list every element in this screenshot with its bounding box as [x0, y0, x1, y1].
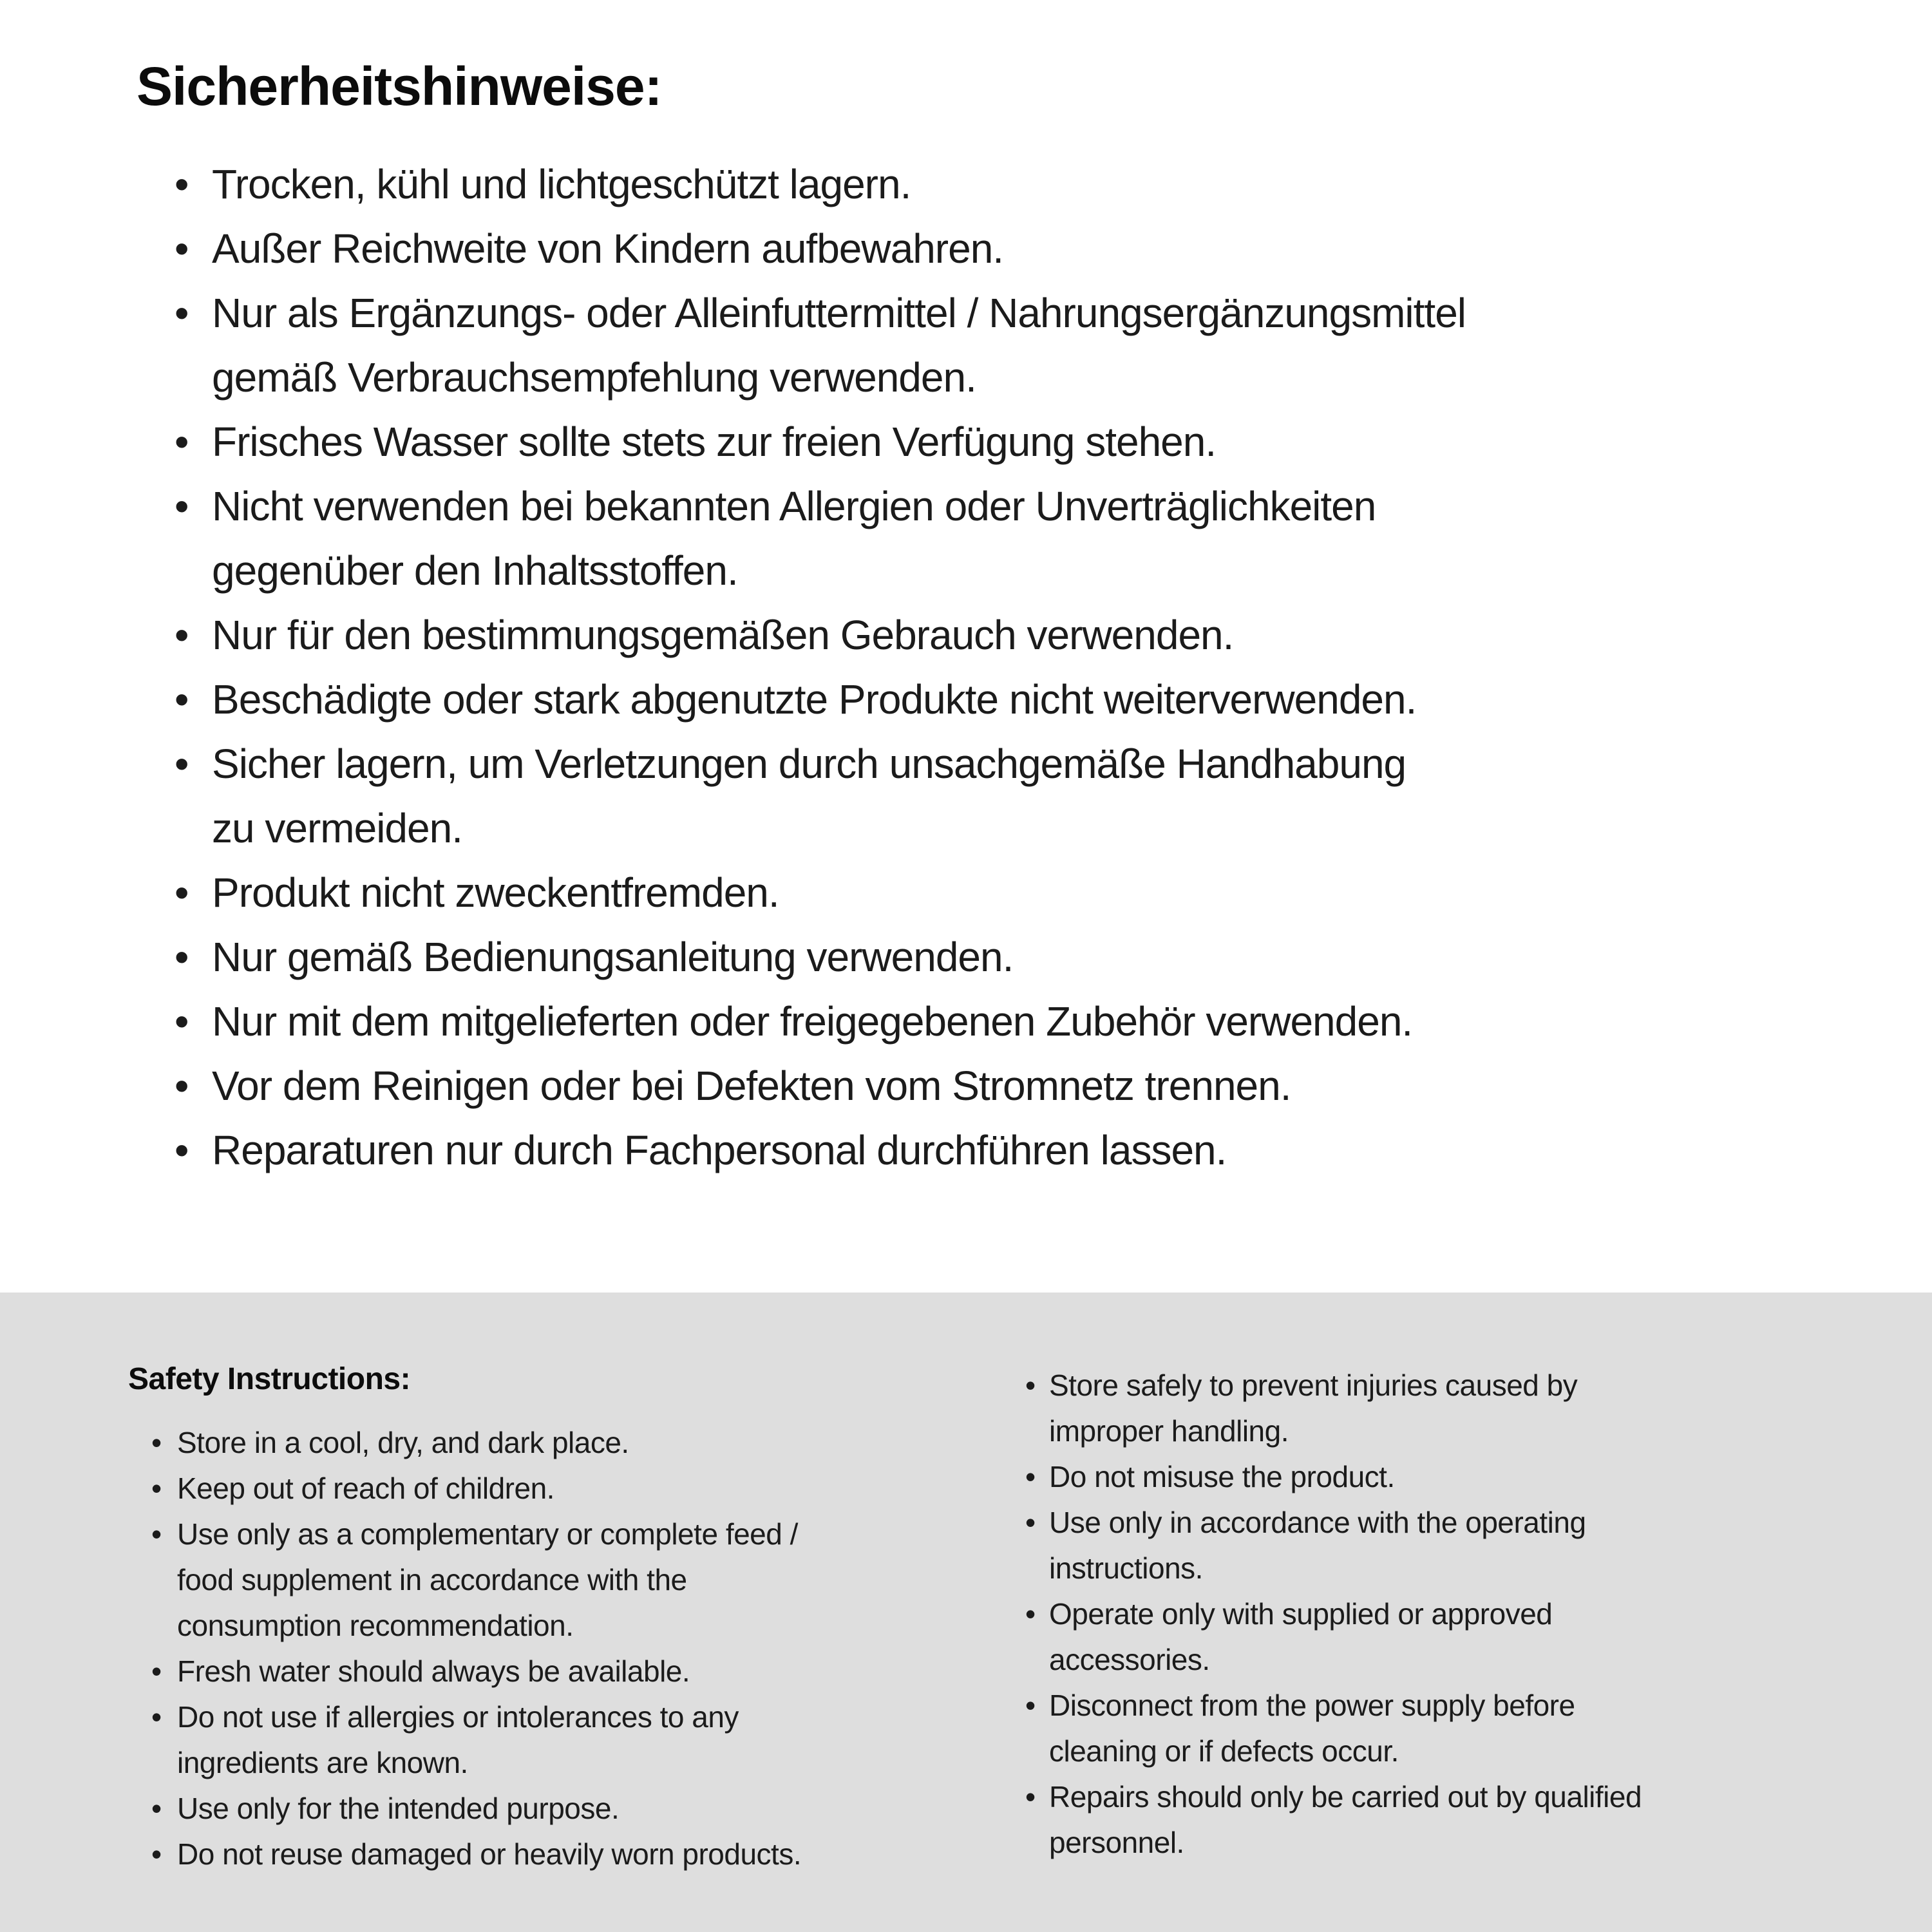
bullet-icon: •: [175, 998, 189, 1045]
list-item: [151, 1832, 1023, 1877]
list-item: [175, 925, 1868, 989]
bullet-icon: •: [151, 1837, 162, 1871]
bullet-text: Repairs should only be carried out by qualified personnel.: [1049, 1780, 1642, 1859]
english-section-title: Safety Instructions:: [128, 1362, 411, 1396]
bullet-icon: •: [175, 419, 189, 465]
bullet-icon: •: [151, 1472, 162, 1505]
english-safety-section: [0, 1293, 1932, 1932]
bullet-text: Vor dem Reinigen oder bei Defekten vom Stromnetz trennen.: [212, 1063, 1291, 1109]
english-safety-list-left: [128, 1420, 1023, 1877]
bullet-text: Produkt nicht zweckentfremden.: [212, 869, 779, 916]
list-item: [175, 474, 1868, 603]
list-item: [175, 281, 1868, 410]
list-item: [151, 1511, 1023, 1649]
bullet-text: Beschädigte oder stark abgenutzte Produkte nicht weiterverwenden.: [212, 676, 1417, 723]
bullet-icon: •: [151, 1426, 162, 1459]
english-left-column: [128, 1293, 1023, 1877]
list-item: [1025, 1683, 1868, 1774]
list-item: [175, 667, 1868, 732]
list-item: [1025, 1454, 1868, 1500]
bullet-icon: •: [175, 612, 189, 658]
bullet-text: Use only for the intended purpose.: [177, 1792, 620, 1825]
list-item: [1025, 1774, 1868, 1866]
bullet-text: Nur als Ergänzungs- oder Alleinfuttermittel / Nahrungsergänzungsmittel gemäß Verbrauchsempfehlung verwenden.: [212, 290, 1466, 401]
bullet-text: Nicht verwenden bei bekannten Allergien oder Unverträglichkeiten gegenüber den Inhaltsstoffen.: [212, 483, 1376, 594]
list-item: [175, 1118, 1868, 1182]
list-item: [175, 732, 1868, 860]
bullet-icon: •: [1025, 1460, 1036, 1493]
list-item: [175, 603, 1868, 667]
bullet-text: Fresh water should always be available.: [177, 1654, 690, 1688]
bullet-icon: •: [175, 483, 189, 529]
bullet-icon: •: [175, 934, 189, 980]
bullet-text: Use only in accordance with the operating instructions.: [1049, 1506, 1586, 1585]
bullet-icon: •: [151, 1654, 162, 1688]
bullet-icon: •: [175, 676, 189, 723]
list-item: [175, 410, 1868, 474]
german-section-title: Sicherheitshinweise:: [137, 56, 662, 117]
bullet-text: Sicher lagern, um Verletzungen durch unsachgemäße Handhabung zu vermeiden.: [212, 741, 1406, 851]
english-right-column: [1023, 1293, 1868, 1866]
list-item: [151, 1466, 1023, 1511]
bullet-text: Operate only with supplied or approved accessories.: [1049, 1597, 1553, 1676]
bullet-text: Do not use if allergies or intolerances to any ingredients are known.: [177, 1700, 739, 1779]
bullet-icon: •: [1025, 1689, 1036, 1722]
bullet-text: Nur mit dem mitgelieferten oder freigegebenen Zubehör verwenden.: [212, 998, 1413, 1045]
bullet-icon: •: [175, 161, 189, 207]
bullet-text: Trocken, kühl und lichtgeschützt lagern.: [212, 161, 911, 207]
bullet-icon: •: [151, 1792, 162, 1825]
list-item: [175, 989, 1868, 1054]
list-item: [151, 1694, 1023, 1786]
bullet-text: Store safely to prevent injuries caused by improper handling.: [1049, 1368, 1578, 1448]
list-item: [1025, 1591, 1868, 1683]
bullet-text: Außer Reichweite von Kindern aufbewahren.: [212, 225, 1004, 272]
bullet-text: Do not reuse damaged or heavily worn products.: [177, 1837, 802, 1871]
bullet-icon: •: [175, 1127, 189, 1173]
bullet-icon: •: [1025, 1506, 1036, 1539]
bullet-icon: •: [175, 869, 189, 916]
bullet-text: Reparaturen nur durch Fachpersonal durchführen lassen.: [212, 1127, 1227, 1173]
list-item: [175, 1054, 1868, 1118]
list-item: [175, 860, 1868, 925]
bullet-icon: •: [175, 1063, 189, 1109]
bullet-text: Keep out of reach of children.: [177, 1472, 554, 1505]
list-item: [151, 1786, 1023, 1832]
list-item: [175, 216, 1868, 281]
bullet-icon: •: [175, 225, 189, 272]
bullet-text: Store in a cool, dry, and dark place.: [177, 1426, 629, 1459]
english-safety-list-right: [1023, 1363, 1868, 1866]
list-item: [1025, 1363, 1868, 1454]
bullet-icon: •: [1025, 1368, 1036, 1402]
list-item: [151, 1649, 1023, 1694]
bullet-icon: •: [175, 290, 189, 336]
bullet-icon: •: [1025, 1780, 1036, 1814]
bullet-text: Disconnect from the power supply before cleaning or if defects occur.: [1049, 1689, 1575, 1768]
bullet-icon: •: [1025, 1597, 1036, 1631]
bullet-text: Frisches Wasser sollte stets zur freien Verfügung stehen.: [212, 419, 1217, 465]
list-item: [151, 1420, 1023, 1466]
bullet-text: Nur gemäß Bedienungsanleitung verwenden.: [212, 934, 1014, 980]
list-item: [175, 152, 1868, 216]
bullet-text: Nur für den bestimmungsgemäßen Gebrauch verwenden.: [212, 612, 1234, 658]
bullet-text: Use only as a complementary or complete feed / food supplement in accordance with the consumption recommendation.: [177, 1517, 798, 1642]
bullet-icon: •: [175, 741, 189, 787]
bullet-icon: •: [151, 1700, 162, 1734]
german-safety-list: [137, 152, 1868, 1182]
bullet-text: Do not misuse the product.: [1049, 1460, 1395, 1493]
list-item: [1025, 1500, 1868, 1591]
bullet-icon: •: [151, 1517, 162, 1551]
